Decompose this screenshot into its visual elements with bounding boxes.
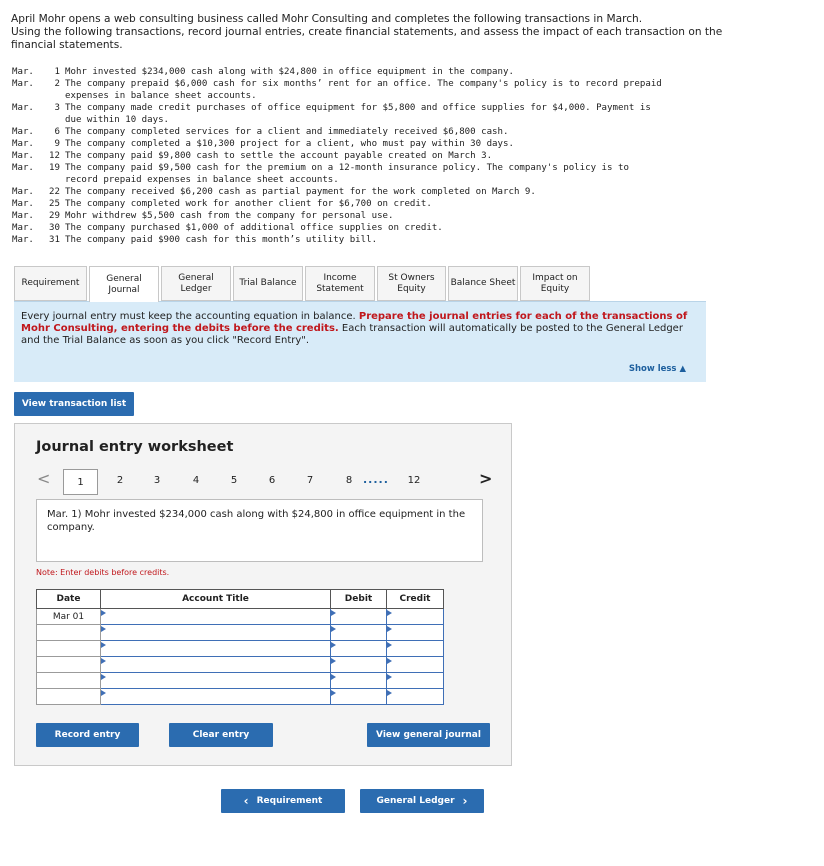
- transaction-text: The company received $6,200 cash as partial payment for the work completed on March 9.: [65, 187, 536, 197]
- journal-row: [37, 625, 444, 641]
- account-title-input[interactable]: [101, 641, 331, 657]
- chevron-left-icon: ‹: [243, 794, 249, 808]
- journal-entry-table: [36, 589, 444, 705]
- transaction-text: The company completed work for another client for $6,700 on credit.: [65, 199, 432, 209]
- tab-owners-equity[interactable]: St Owners Equity: [377, 266, 446, 301]
- tab-general-ledger[interactable]: General Ledger: [161, 266, 231, 301]
- problem-intro: [11, 13, 731, 52]
- credit-input[interactable]: [387, 609, 444, 625]
- tab-trial-balance[interactable]: Trial Balance: [233, 266, 303, 301]
- transaction-day: 29: [49, 211, 60, 221]
- worksheet-title: Journal entry worksheet: [36, 439, 234, 455]
- transaction-text: Mohr withdrew $5,500 cash from the company for personal use.: [65, 211, 394, 221]
- transaction-pager: [37, 469, 497, 495]
- instructions-text: Every journal entry must keep the accounting equation in balance.: [21, 311, 359, 322]
- page-2[interactable]: 2: [116, 475, 124, 486]
- transaction-item: [12, 66, 752, 78]
- transaction-text-cont: expenses in balance sheet accounts.: [65, 91, 257, 101]
- next-general-ledger-button[interactable]: [360, 789, 484, 813]
- transaction-month: Mar.: [12, 139, 34, 149]
- transaction-day: 1: [54, 67, 60, 77]
- transaction-month: Mar.: [12, 199, 34, 209]
- page-12[interactable]: 12: [407, 475, 421, 486]
- page-3[interactable]: 3: [153, 475, 161, 486]
- debit-input[interactable]: [331, 625, 387, 641]
- transaction-day: 22: [49, 187, 60, 197]
- transaction-day: 25: [49, 199, 60, 209]
- next-page-icon[interactable]: >: [479, 469, 493, 488]
- prev-requirement-button[interactable]: [221, 789, 345, 813]
- transaction-month: Mar.: [12, 67, 34, 77]
- journal-row: [37, 689, 444, 705]
- date-cell[interactable]: [37, 673, 101, 689]
- page-6[interactable]: 6: [268, 475, 276, 486]
- page-1[interactable]: 1: [63, 469, 98, 495]
- prev-requirement-label: Requirement: [256, 796, 323, 806]
- transaction-item: [12, 186, 752, 198]
- transaction-month: Mar.: [12, 103, 34, 113]
- prev-page-icon[interactable]: <: [37, 469, 51, 488]
- transaction-month: Mar.: [12, 235, 34, 245]
- transaction-text: The company completed services for a client and immediately received $6,800 cash.: [65, 127, 509, 137]
- date-cell[interactable]: [37, 689, 101, 705]
- debit-input[interactable]: [331, 673, 387, 689]
- account-title-input[interactable]: [101, 625, 331, 641]
- transaction-text-cont: due within 10 days.: [65, 115, 170, 125]
- transaction-month: Mar.: [12, 79, 34, 89]
- instructions-panel: [14, 301, 706, 382]
- transaction-day: 3: [54, 103, 60, 113]
- credit-input[interactable]: [387, 657, 444, 673]
- clear-entry-button[interactable]: Clear entry: [169, 723, 273, 747]
- transaction-item: [12, 210, 752, 222]
- debit-input[interactable]: [331, 641, 387, 657]
- intro-line: April Mohr opens a web consulting business called Mohr Consulting and completes the following transactions in March.: [11, 13, 643, 25]
- tab-general-journal[interactable]: General Journal: [89, 266, 159, 302]
- transaction-item: [12, 198, 752, 210]
- instructions-highlight: Prepare the journal entries for each of the transactions of Mohr Consulting, entering the debits before the credits.: [21, 311, 688, 334]
- show-less-link[interactable]: Show less ▲: [628, 364, 686, 374]
- transaction-text: The company prepaid $6,000 cash for six months’ rent for an office. The company's policy is to record prepaid: [65, 79, 662, 89]
- view-general-journal-button[interactable]: View general journal: [367, 723, 490, 747]
- intro-line: financial statements.: [11, 39, 123, 51]
- transaction-item: [12, 150, 752, 162]
- date-column-header: Date: [37, 590, 101, 609]
- journal-row: [37, 673, 444, 689]
- view-transaction-list-button[interactable]: View transaction list: [14, 392, 134, 416]
- transaction-text: Mohr invested $234,000 cash along with $24,800 in office equipment in the company.: [65, 67, 514, 77]
- transaction-day: 31: [49, 235, 60, 245]
- transaction-text: The company made credit purchases of office equipment for $5,800 and office supplies for $4,000. Payment is: [65, 103, 651, 113]
- transaction-item: [12, 102, 752, 126]
- transaction-item: [12, 126, 752, 138]
- page-ellipsis: .....: [363, 473, 389, 486]
- page-5[interactable]: 5: [230, 475, 238, 486]
- transaction-item: [12, 234, 752, 246]
- transaction-text: The company paid $9,800 cash to settle the account payable created on March 3.: [65, 151, 493, 161]
- debit-column-header: Debit: [331, 590, 387, 609]
- chevron-right-icon: ›: [462, 794, 468, 808]
- entry-note: Note: Enter debits before credits.: [36, 568, 170, 577]
- account-title-input[interactable]: [101, 673, 331, 689]
- transaction-text-cont: record prepaid expenses in balance sheet accounts.: [65, 175, 339, 185]
- transaction-day: 19: [49, 163, 60, 173]
- debit-input[interactable]: [331, 657, 387, 673]
- transaction-day: 9: [54, 139, 60, 149]
- transaction-item: [12, 222, 752, 234]
- transaction-item: [12, 78, 752, 102]
- page-7[interactable]: 7: [306, 475, 314, 486]
- date-cell[interactable]: [37, 641, 101, 657]
- credit-input[interactable]: [387, 673, 444, 689]
- next-general-ledger-label: General Ledger: [376, 796, 455, 806]
- transaction-text: The company paid $900 cash for this month’s utility bill.: [65, 235, 378, 245]
- tab-bar: [14, 266, 592, 302]
- tab-balance-sheet[interactable]: Balance Sheet: [448, 266, 518, 301]
- tab-impact-on-equity[interactable]: Impact on Equity: [520, 266, 590, 301]
- page-4[interactable]: 4: [192, 475, 200, 486]
- page-8[interactable]: 8: [345, 475, 353, 486]
- transaction-month: Mar.: [12, 223, 34, 233]
- date-cell[interactable]: [37, 657, 101, 673]
- transaction-month: Mar.: [12, 127, 34, 137]
- credit-input[interactable]: [387, 689, 444, 705]
- tab-requirement[interactable]: Requirement: [14, 266, 87, 301]
- transaction-month: Mar.: [12, 211, 34, 221]
- record-entry-button[interactable]: Record entry: [36, 723, 139, 747]
- transaction-text: The company purchased $1,000 of additional office supplies on credit.: [65, 223, 443, 233]
- debit-input[interactable]: [331, 609, 387, 625]
- journal-entry-worksheet: [14, 423, 512, 766]
- date-cell[interactable]: [37, 625, 101, 641]
- account-title-input[interactable]: [101, 609, 331, 625]
- tab-income-statement[interactable]: Income Statement: [305, 266, 375, 301]
- journal-row: [37, 641, 444, 657]
- transaction-day: 30: [49, 223, 60, 233]
- transaction-month: Mar.: [12, 163, 34, 173]
- credit-column-header: Credit: [387, 590, 444, 609]
- transaction-month: Mar.: [12, 187, 34, 197]
- transaction-item: [12, 162, 752, 186]
- credit-input[interactable]: [387, 625, 444, 641]
- transaction-day: 12: [49, 151, 60, 161]
- transaction-day: 6: [54, 127, 60, 137]
- transaction-list: [12, 66, 752, 246]
- account-title-input[interactable]: [101, 657, 331, 673]
- journal-row: [37, 609, 444, 625]
- transaction-item: [12, 138, 752, 150]
- journal-row: [37, 657, 444, 673]
- transaction-day: 2: [54, 79, 60, 89]
- credit-input[interactable]: [387, 641, 444, 657]
- debit-input[interactable]: [331, 689, 387, 705]
- account-title-input[interactable]: [101, 689, 331, 705]
- intro-line: Using the following transactions, record journal entries, create financial statements, and assess the impact of each transaction on the: [11, 26, 723, 38]
- date-cell[interactable]: Mar 01: [37, 609, 101, 625]
- transaction-description: Mar. 1) Mohr invested $234,000 cash along with $24,800 in office equipment in the company.: [36, 499, 483, 562]
- account-title-column-header: Account Title: [101, 590, 331, 609]
- transaction-month: Mar.: [12, 151, 34, 161]
- instructions-text: Each transaction will automatically be posted to the General Ledger and the Trial Balance as soon as you click "Record Entry".: [21, 323, 683, 346]
- transaction-text: The company paid $9,500 cash for the premium on a 12-month insurance policy. The company's policy is to: [65, 163, 629, 173]
- transaction-text: The company completed a $10,300 project for a client, who must pay within 30 days.: [65, 139, 514, 149]
